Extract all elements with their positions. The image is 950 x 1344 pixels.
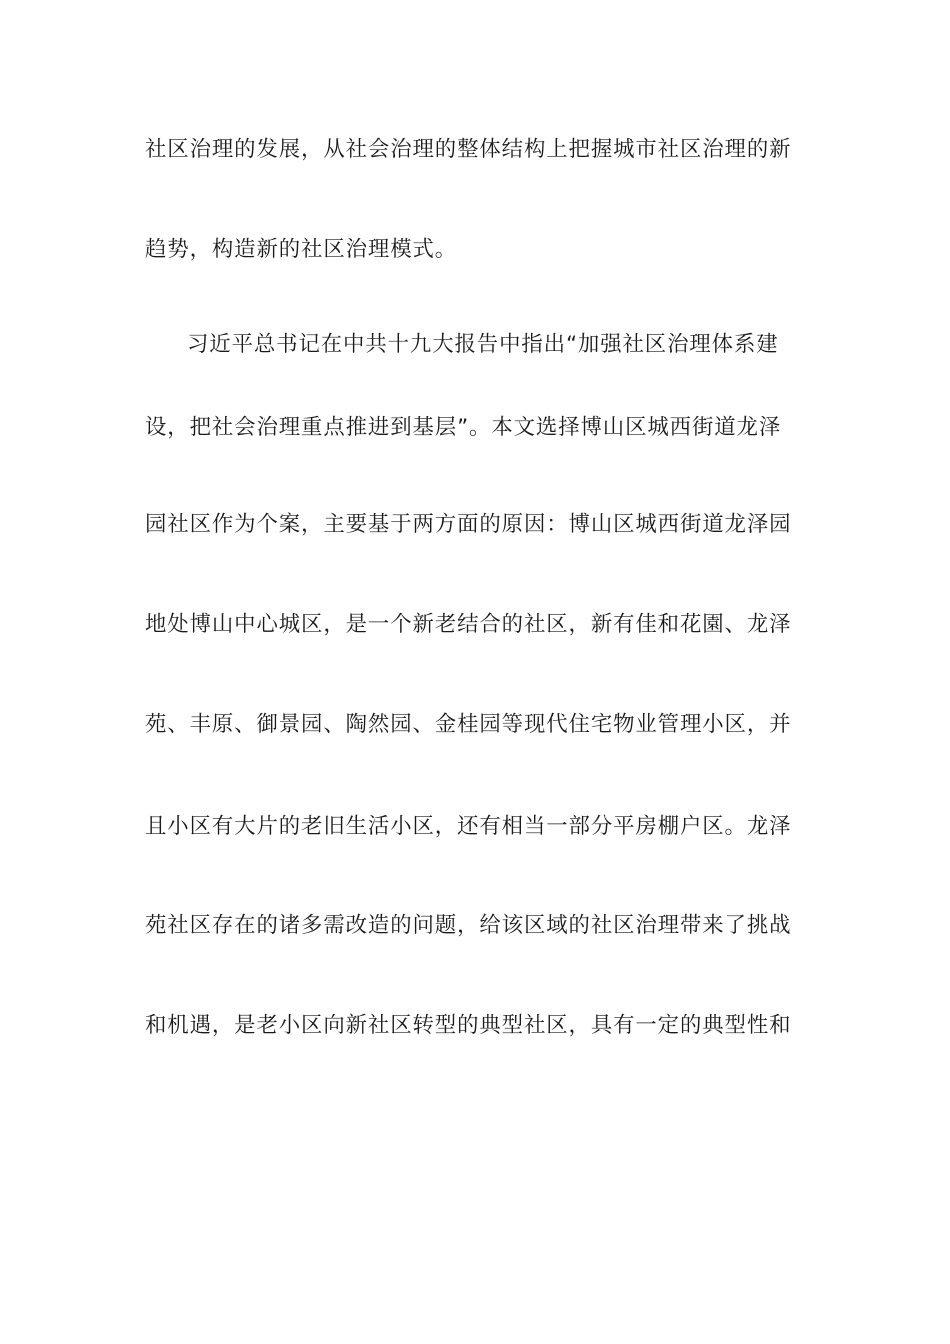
text-line: 设，把社会治理重点推进到基层”。本文选择博山区城西街道龙泽: [145, 415, 782, 440]
text-line: 园社区作为个案，主要基于两方面的原因：博山区城西街道龙泽园: [145, 512, 792, 537]
paragraph-first-line: 习近平总书记在中共十九大报告中指出“加强社区治理体系建: [187, 332, 779, 357]
text-line: 地处博山中心城区，是一个新老结合的社区，新有佳和花園、龙泽: [145, 612, 792, 637]
text-line: 苑社区存在的诸多需改造的问题，给该区域的社区治理带来了挑战: [145, 913, 792, 938]
text-line: 和机遇，是老小区向新社区转型的典型社区，具有一定的典型性和: [145, 1013, 792, 1038]
text-line: 苑、丰原、御景园、陶然园、金桂园等现代住宅物业管理小区，并: [145, 712, 792, 737]
text-line: 趋势，构造新的社区治理模式。: [145, 237, 458, 262]
text-line: 且小区有大片的老旧生活小区，还有相当一部分平房棚户区。龙泽: [145, 814, 792, 839]
text-line: 社区治理的发展，从社会治理的整体结构上把握城市社区治理的新: [145, 137, 792, 162]
